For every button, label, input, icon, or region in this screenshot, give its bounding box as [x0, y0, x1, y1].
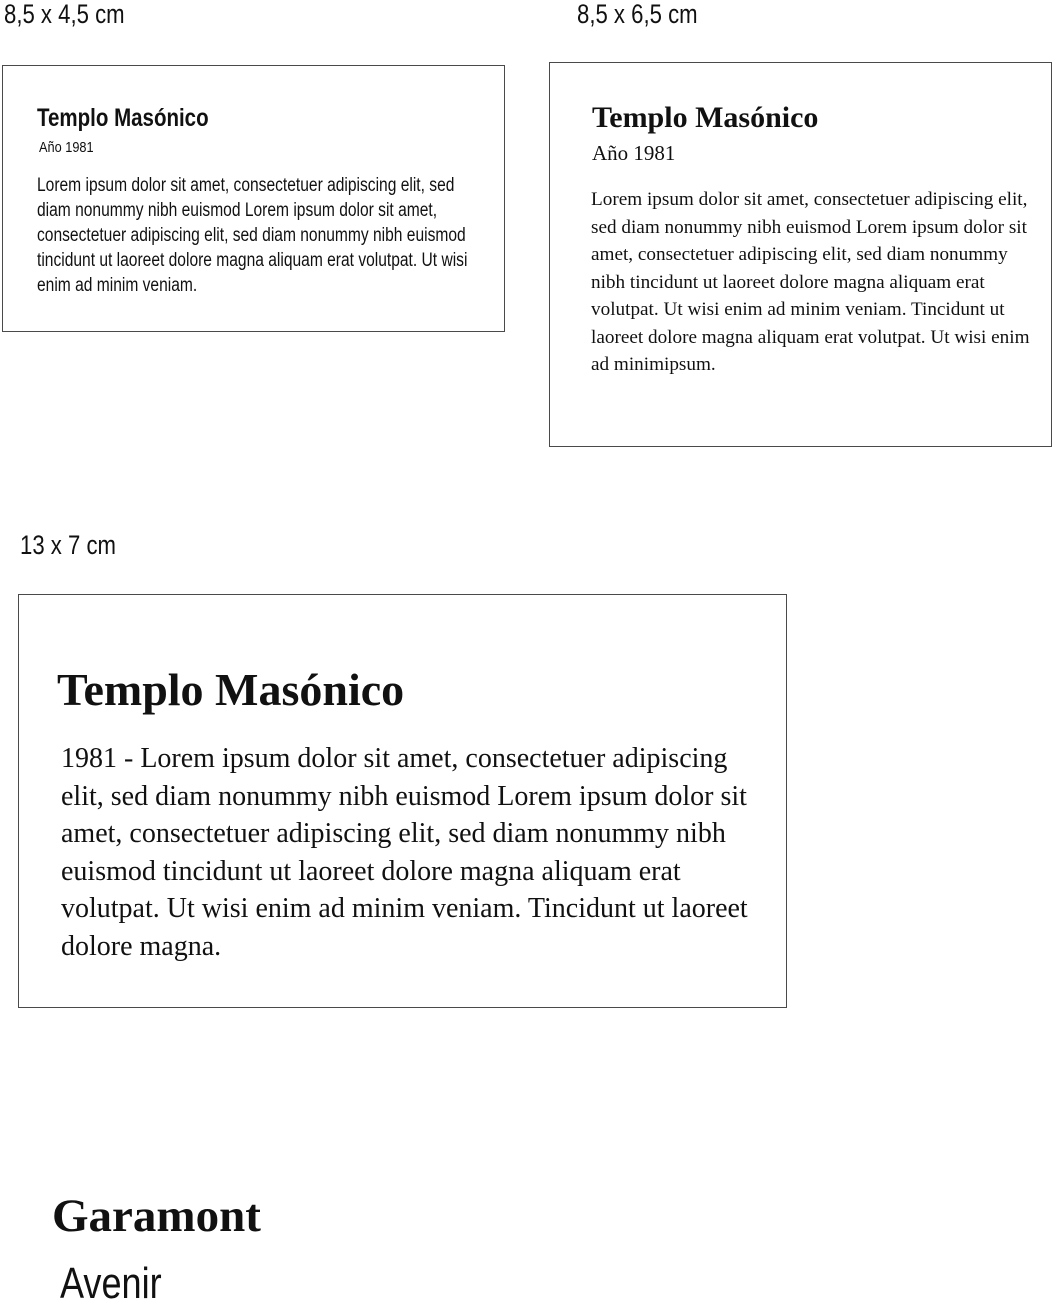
size-label-large: 13 x 7 cm — [20, 530, 116, 560]
card-title: Templo Masónico — [57, 664, 405, 715]
size-label-small: 8,5 x 4,5 cm — [4, 0, 125, 29]
card-body: Lorem ipsum dolor sit amet, consectetuer adipiscing elit, sed diam nonummy nibh euismod Lorem ipsum dolor sit amet, consectetuer adipiscing elit, sed diam nonummy nibh tincidunt ut laoreet dolore magna aliquam erat volutpat. Ut wisi enim ad minim veniam. Tincidunt ut laoreet dolore magna aliquam erat volutpat. Ut wisi enim ad minimipsum. — [591, 189, 1030, 375]
card-year: Año 1981 — [39, 139, 94, 156]
card-year: Año 1981 — [592, 141, 676, 165]
card-title: Templo Masónico — [592, 101, 819, 134]
font-sample-serif: Garamont — [52, 1190, 261, 1242]
card-small — [2, 65, 505, 332]
size-label-medium: 8,5 x 6,5 cm — [577, 0, 698, 29]
font-sample-sans: Avenir — [60, 1259, 162, 1308]
card-body: 1981 - Lorem ipsum dolor sit amet, consectetuer adipiscing elit, sed diam nonummy nibh euismod Lorem ipsum dolor sit amet, consectetuer adipiscing elit, sed diam nonummy nibh euismod tincidunt ut laoreet dolore magna aliquam erat volutpat. Ut wisi enim ad minim veniam. Tincidunt ut laoreet dolore magna. — [61, 743, 748, 962]
card-large — [18, 594, 787, 1008]
card-medium — [549, 62, 1052, 447]
card-body: Lorem ipsum dolor sit amet, consectetuer adipiscing elit, sed diam nonummy nibh euismod Lorem ipsum dolor sit amet, consectetuer adipiscing elit, sed diam nonummy nibh euismod tincidunt ut laoreet dolore magna aliquam erat volutpat. Ut wisi enim ad minim veniam. — [37, 175, 468, 296]
card-title: Templo Masónico — [37, 104, 209, 132]
